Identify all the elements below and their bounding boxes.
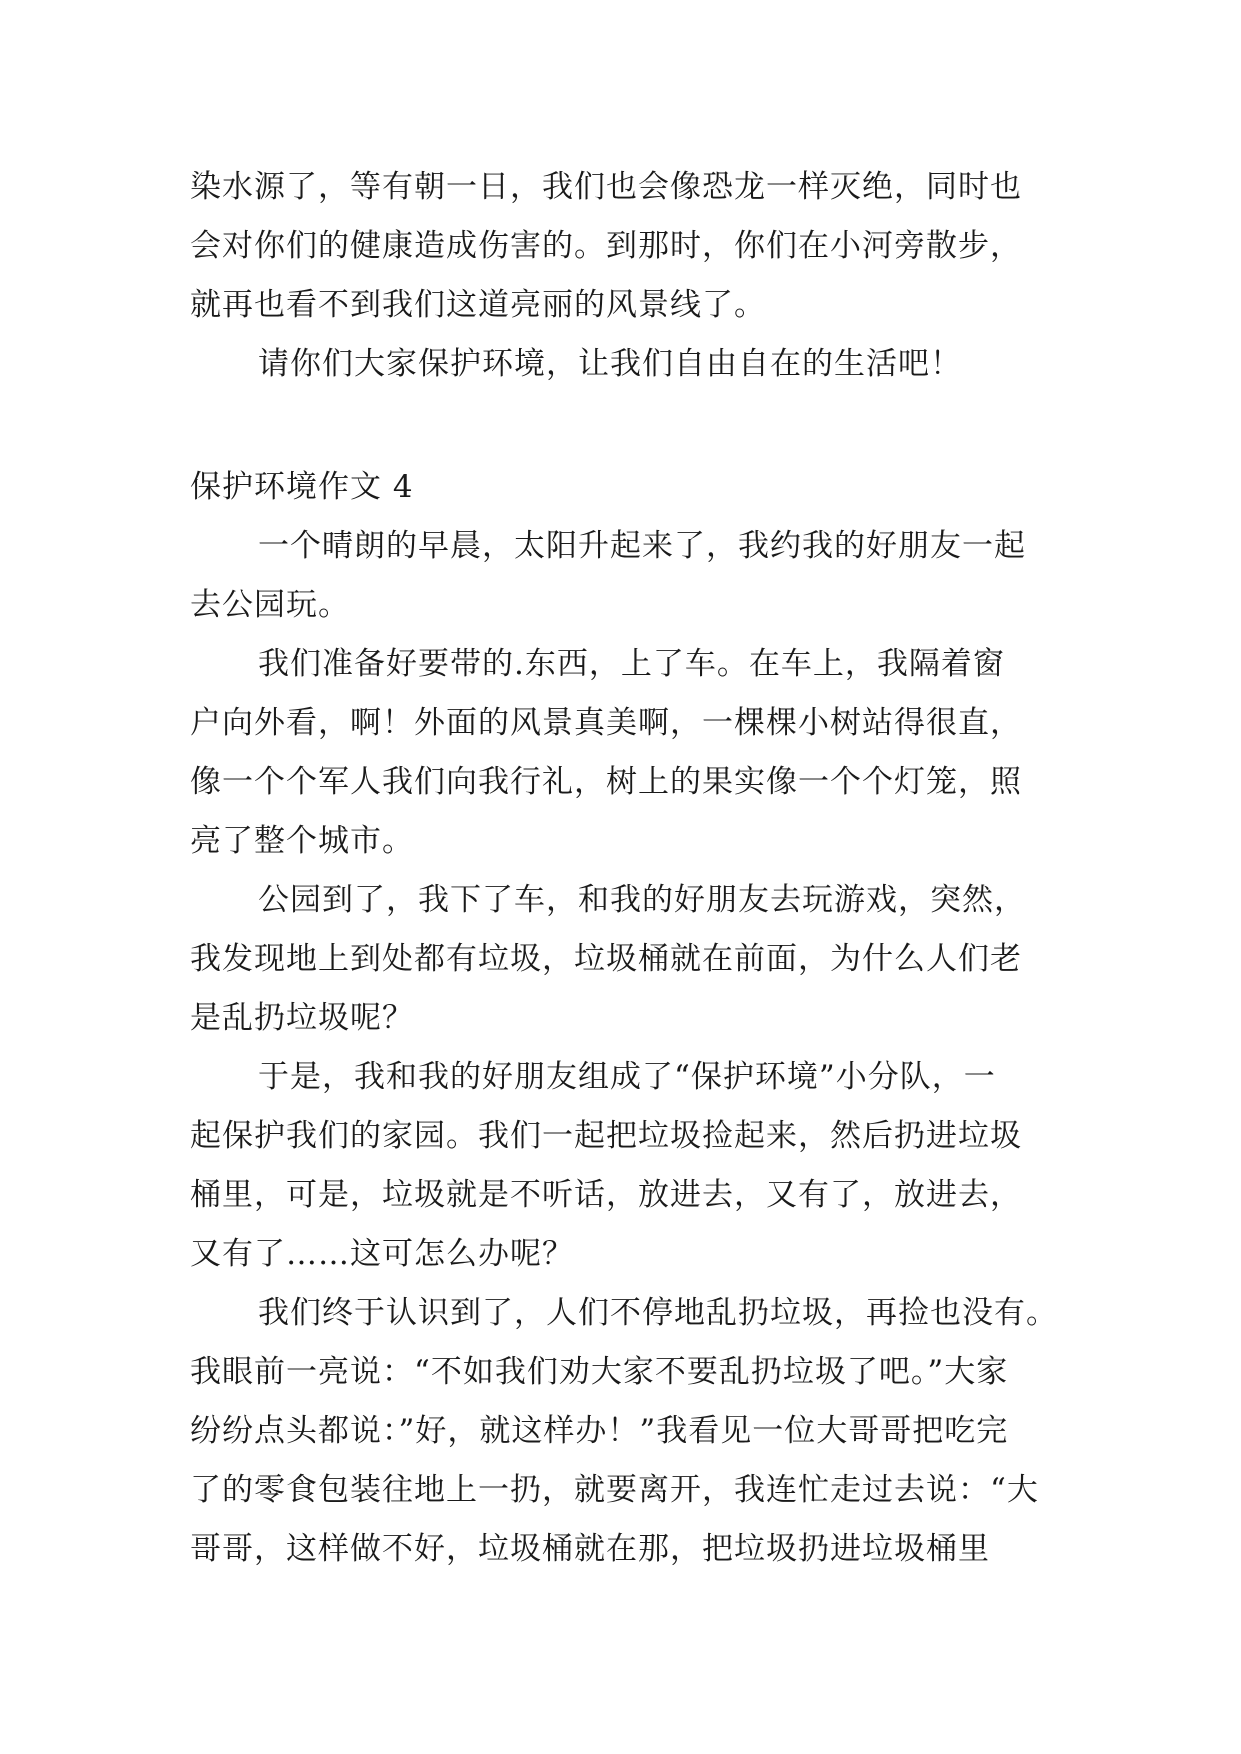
paragraph-3 — [190, 871, 1060, 1048]
text-line: 于是，我和我的好朋友组成了“保护环境”小分队，一 — [258, 1059, 996, 1095]
text-line: 我们终于认识到了，人们不停地乱扔垃圾，再捡也没有。 — [258, 1295, 1058, 1331]
essay-title: 保护环境作文 4 — [190, 469, 414, 505]
text-line: 我们准备好要带的.东西，上了车。在车上，我隔着窗 — [258, 646, 1005, 682]
text-line: 去公园玩。 — [190, 587, 350, 623]
text-line: 又有了……这可怎么办呢？ — [190, 1236, 574, 1272]
text-line: 户向外看，啊！外面的风景真美啊，一棵棵小树站得很直， — [190, 705, 1022, 741]
text-line: 纷纷点头都说：”好，就这样办！”我看见一位大哥哥把吃完 — [190, 1413, 1009, 1449]
paragraph-4 — [190, 1048, 1060, 1284]
document-body — [190, 158, 1060, 1579]
paragraph-1 — [190, 517, 1060, 635]
text-line: 就再也看不到我们这道亮丽的风景线了。 — [190, 287, 766, 323]
text-line: 公园到了，我下了车，和我的好朋友去玩游戏，突然， — [258, 882, 1026, 918]
paragraph-2 — [190, 635, 1060, 871]
text-line: 哥哥，这样做不好，垃圾桶就在那，把垃圾扔进垃圾桶里 — [190, 1531, 990, 1567]
paragraph-continued — [190, 158, 1060, 335]
text-line: 桶里，可是，垃圾就是不听话，放进去，又有了，放进去， — [190, 1177, 1022, 1213]
text-line: 是乱扔垃圾呢？ — [190, 1000, 414, 1036]
text-line: 会对你们的健康造成伤害的。到那时，你们在小河旁散步， — [190, 228, 1022, 264]
text-line: 我发现地上到处都有垃圾，垃圾桶就在前面，为什么人们老 — [190, 941, 1022, 977]
text-line: 了的零食包装往地上一扔，就要离开，我连忙走过去说：“大 — [190, 1472, 1039, 1508]
text-line: 一个晴朗的早晨，太阳升起来了，我约我的好朋友一起 — [258, 528, 1026, 564]
text-line: 亮了整个城市。 — [190, 823, 414, 859]
text-line: 我眼前一亮说：“不如我们劝大家不要乱扔垃圾了吧。”大家 — [190, 1354, 1009, 1390]
text-line: 像一个个军人我们向我行礼，树上的果实像一个个灯笼，照 — [190, 764, 1022, 800]
text-line: 请你们大家保护环境，让我们自由自在的生活吧！ — [258, 346, 962, 382]
text-line: 染水源了，等有朝一日，我们也会像恐龙一样灭绝，同时也 — [190, 169, 1022, 205]
paragraph-closing — [190, 335, 1060, 394]
text-line: 起保护我们的家园。我们一起把垃圾捡起来，然后扔进垃圾 — [190, 1118, 1022, 1154]
section-heading — [190, 458, 1060, 517]
section-gap — [190, 394, 1060, 458]
paragraph-5 — [190, 1284, 1060, 1579]
